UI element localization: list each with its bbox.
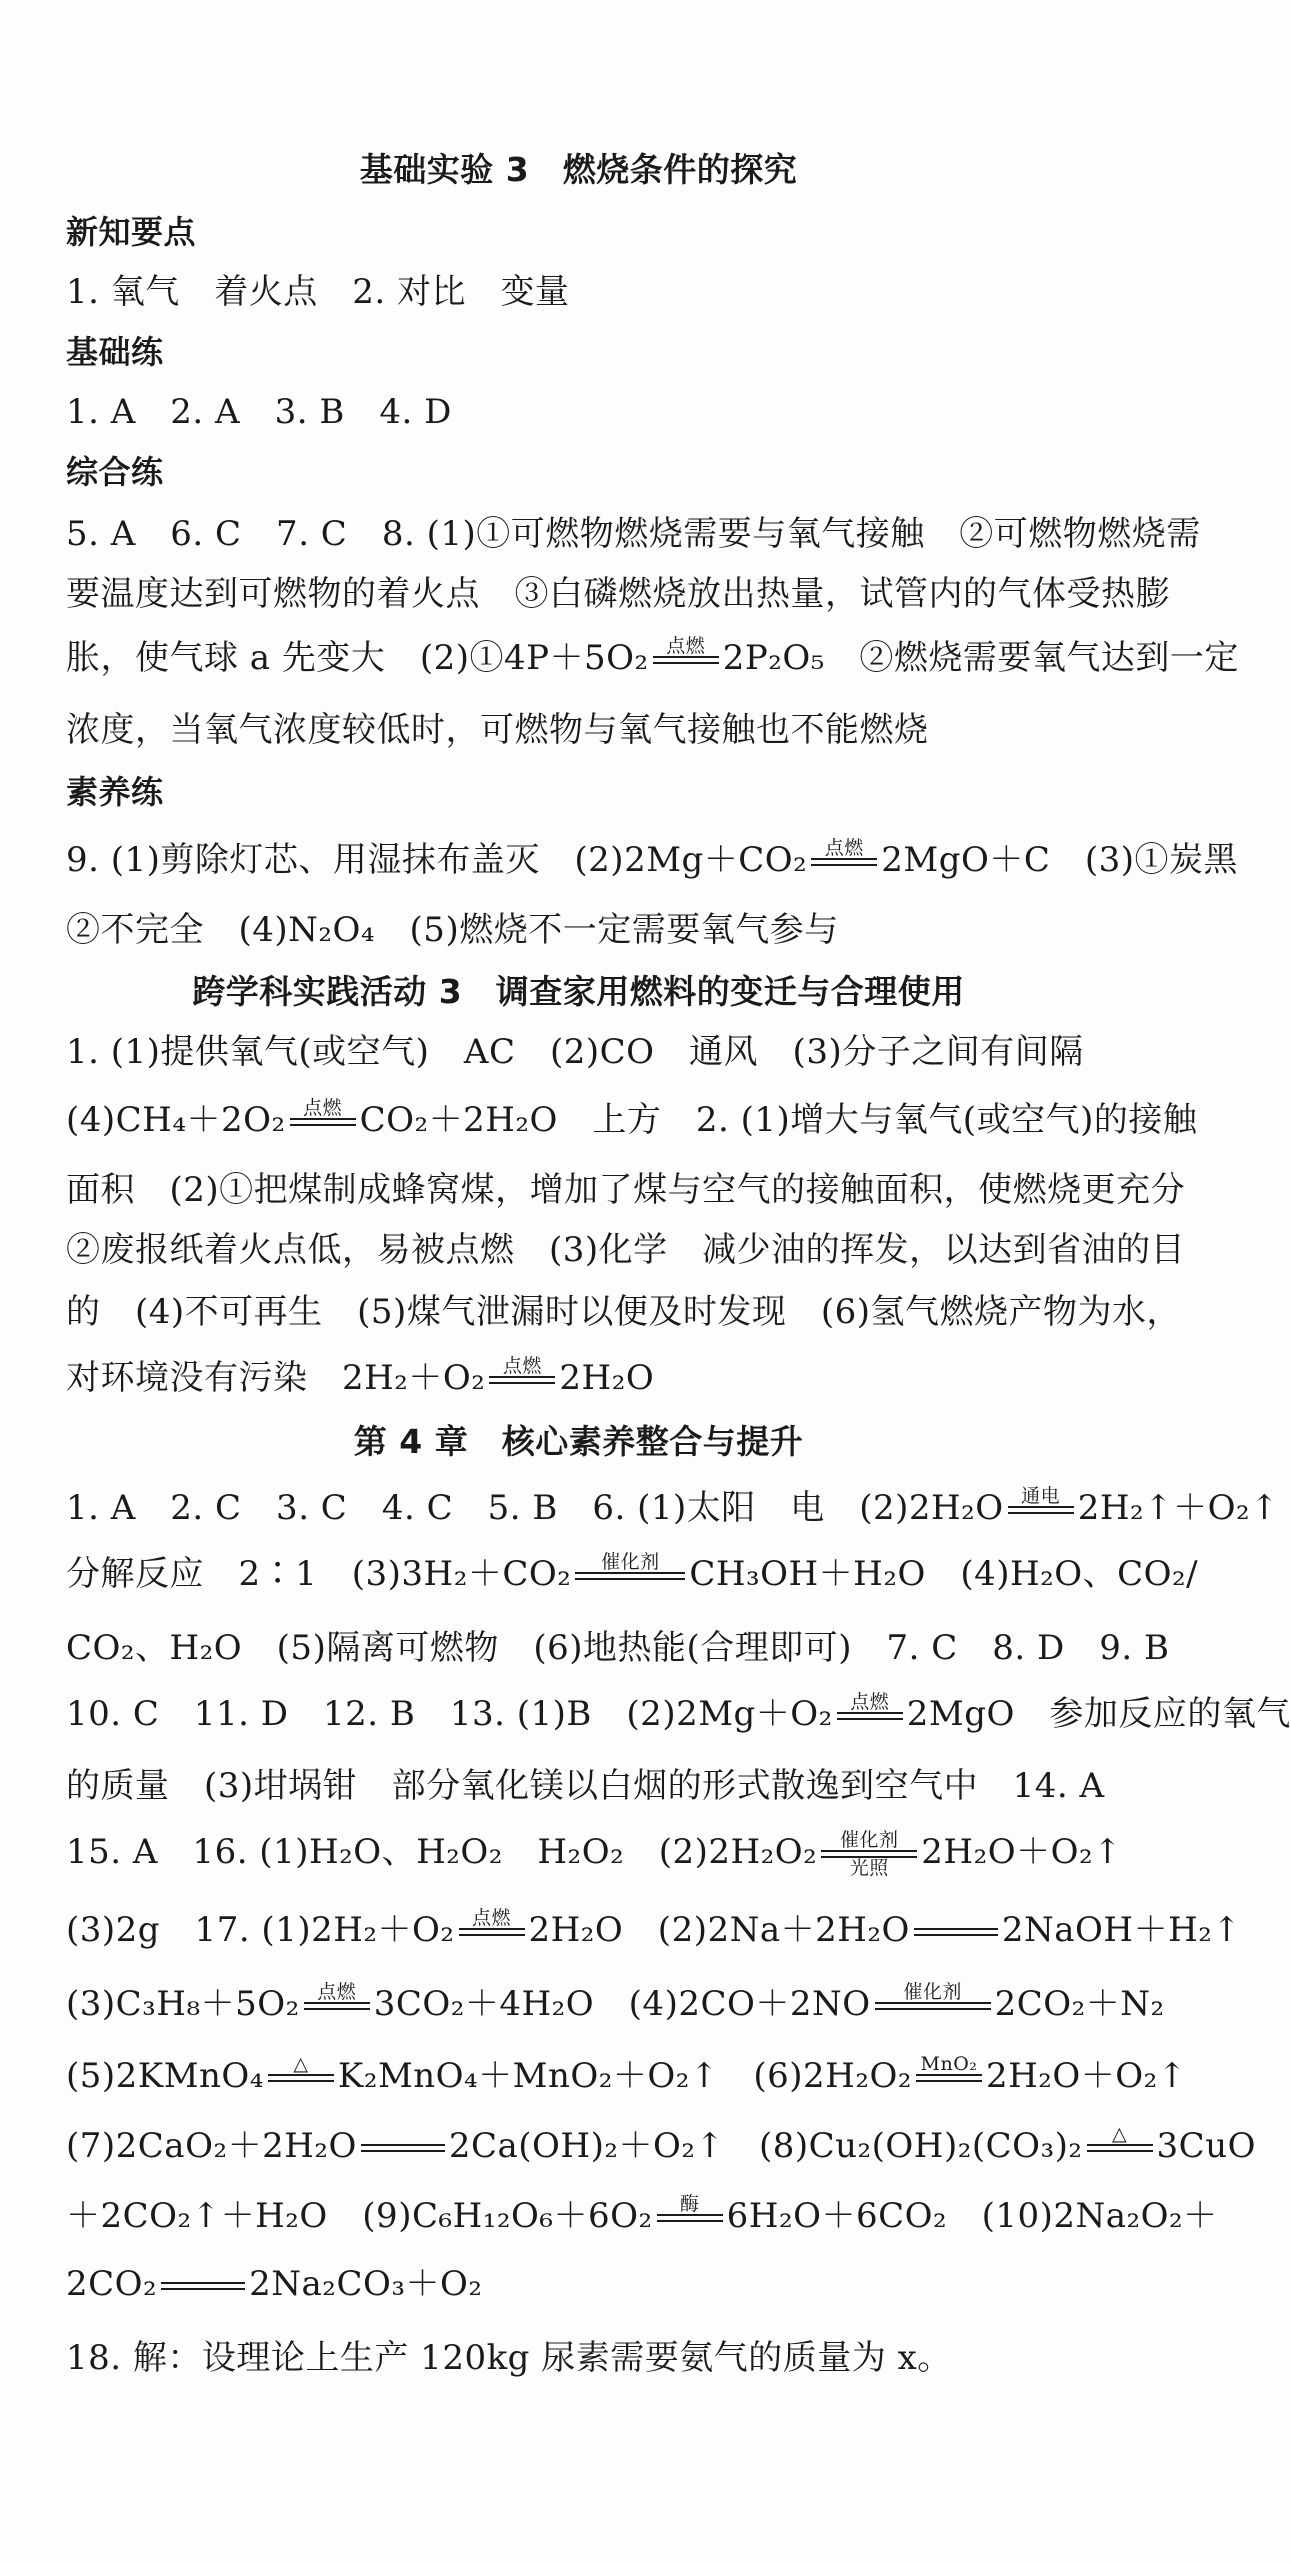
text: 2H₂O＋O₂↑ bbox=[921, 1832, 1123, 1872]
text: 2MgO＋C (3)①炭黑 bbox=[881, 840, 1239, 880]
answer-line: 1. A 2. A 3. B 4. D bbox=[66, 392, 452, 432]
answer-line bbox=[66, 1830, 1122, 1878]
reaction-condition bbox=[837, 1692, 903, 1740]
answer-line: 的 (4)不可再生 (5)煤气泄漏时以便及时发现 (6)氢气燃烧产物为水， bbox=[66, 1292, 1181, 1332]
answer-line bbox=[66, 1552, 1198, 1600]
text: CH₃OH＋H₂O (4)H₂O、CO₂/ bbox=[689, 1554, 1199, 1594]
reaction-condition bbox=[914, 1908, 998, 1956]
equals-bar bbox=[575, 1572, 685, 1580]
answer-line: 1. (1)提供氧气(或空气) AC (2)CO 通风 (3)分子之间有间隔 bbox=[66, 1032, 1084, 1072]
answer-line bbox=[66, 1486, 1279, 1534]
answer-line: 1. 氧气 着火点 2. 对比 变量 bbox=[66, 272, 570, 312]
answer-line: 5. A 6. C 7. C 8. (1)①可燃物燃烧需要与氧气接触 ②可燃物燃烧需 bbox=[66, 514, 1201, 554]
reaction-condition bbox=[361, 2124, 445, 2172]
condition-label-below: 光照 bbox=[849, 1857, 889, 1879]
reaction-condition bbox=[916, 2054, 982, 2102]
text: 2Na₂CO₃＋O₂ bbox=[249, 2264, 483, 2304]
answer-line bbox=[66, 1982, 1165, 2030]
condition-label: 点燃 bbox=[317, 1981, 357, 2003]
equals-bar bbox=[1008, 1506, 1074, 1514]
condition-label: △ bbox=[1111, 2123, 1128, 2145]
section-title-3: 第 4 章 核心素养整合与提升 bbox=[353, 1422, 804, 1461]
text: ＋2CO₂↑＋H₂O (9)C₆H₁₂O₆＋6O₂ bbox=[66, 2196, 653, 2236]
text: (3)C₃H₈＋5O₂ bbox=[66, 1984, 300, 2024]
section-title-1: 基础实验 3 燃烧条件的探究 bbox=[359, 150, 798, 189]
condition-label: 点燃 bbox=[824, 837, 864, 859]
answer-line: 18. 解：设理论上生产 120kg 尿素需要氨气的质量为 x。 bbox=[66, 2338, 952, 2378]
text: 2P₂O₅ ②燃烧需要氧气达到一定 bbox=[722, 638, 1239, 678]
text: 对环境没有污染 2H₂＋O₂ bbox=[66, 1358, 486, 1398]
subhead-jichu: 基础练 bbox=[66, 333, 164, 371]
reaction-condition bbox=[268, 2054, 334, 2102]
subhead-zonghe: 综合练 bbox=[66, 453, 164, 491]
equals-bar bbox=[489, 1376, 555, 1384]
section-title-2: 跨学科实践活动 3 调查家用燃料的变迁与合理使用 bbox=[192, 972, 965, 1011]
text: 2CO₂＋N₂ bbox=[994, 1984, 1165, 2024]
reaction-condition bbox=[459, 1908, 525, 1956]
equals-bar bbox=[1087, 2144, 1153, 2152]
answer-line bbox=[66, 1356, 654, 1404]
equals-bar bbox=[290, 1118, 356, 1126]
answer-line: 的质量 (3)坩埚钳 部分氧化镁以白烟的形式散逸到空气中 14. A bbox=[66, 1766, 1105, 1806]
reaction-condition bbox=[290, 1098, 356, 1146]
equals-bar bbox=[161, 2282, 245, 2290]
equals-bar bbox=[361, 2144, 445, 2152]
text: 2H₂O (2)2Na＋2H₂O bbox=[528, 1910, 910, 1950]
text: 10. C 11. D 12. B 13. (1)B (2)2Mg＋O₂ bbox=[66, 1694, 833, 1734]
answer-line bbox=[66, 636, 1239, 684]
reaction-condition bbox=[161, 2262, 245, 2310]
equals-bar bbox=[837, 1712, 903, 1720]
answer-line: ②不完全 (4)N₂O₄ (5)燃烧不一定需要氧气参与 bbox=[66, 910, 839, 950]
equals-bar bbox=[916, 2074, 982, 2082]
text: CO₂＋2H₂O 上方 2. (1)增大与氧气(或空气)的接触 bbox=[359, 1100, 1198, 1140]
text: 2H₂O＋O₂↑ bbox=[985, 2056, 1187, 2096]
condition-label: 通电 bbox=[1021, 1485, 1061, 1507]
reaction-condition bbox=[653, 636, 719, 684]
text: 2CO₂ bbox=[66, 2264, 158, 2304]
reaction-condition bbox=[489, 1356, 555, 1404]
text: 1. A 2. C 3. C 4. C 5. B 6. (1)太阳 电 (2)2H₂O bbox=[66, 1488, 1004, 1528]
reaction-condition bbox=[811, 838, 877, 886]
answer-line: 要温度达到可燃物的着火点 ③白磷燃烧放出热量，试管内的气体受热膨 bbox=[66, 574, 1170, 614]
condition-label: 催化剂 bbox=[840, 1829, 899, 1851]
text: (3)2g 17. (1)2H₂＋O₂ bbox=[66, 1910, 455, 1950]
answer-line bbox=[66, 2194, 1218, 2242]
condition-label: 点燃 bbox=[850, 1691, 890, 1713]
condition-label: △ bbox=[293, 2053, 309, 2075]
text: 3CuO bbox=[1156, 2126, 1256, 2166]
text: K₂MnO₄＋MnO₂＋O₂↑ (6)2H₂O₂ bbox=[337, 2056, 912, 2096]
text: 3CO₂＋4H₂O (4)2CO＋2NO bbox=[373, 1984, 871, 2024]
condition-label: 催化剂 bbox=[903, 1981, 962, 2003]
answer-line bbox=[66, 2262, 482, 2310]
equals-bar bbox=[268, 2074, 334, 2082]
text: 2H₂↑＋O₂↑ bbox=[1077, 1488, 1280, 1528]
subhead-xinzhi: 新知要点 bbox=[66, 213, 197, 251]
condition-label: 点燃 bbox=[472, 1907, 512, 1929]
text: (5)2KMnO₄ bbox=[66, 2056, 264, 2096]
equals-bar bbox=[653, 656, 719, 664]
condition-label: 点燃 bbox=[666, 635, 706, 657]
answer-line: CO₂、H₂O (5)隔离可燃物 (6)地热能(合理即可) 7. C 8. D 9. B bbox=[66, 1628, 1170, 1668]
text: 2MgO 参加反应的氧气 bbox=[906, 1694, 1291, 1734]
condition-label: 酶 bbox=[679, 2193, 700, 2215]
condition-label: 催化剂 bbox=[601, 1551, 660, 1573]
text: 2Ca(OH)₂＋O₂↑ (8)Cu₂(OH)₂(CO₃)₂ bbox=[448, 2126, 1083, 2166]
answer-line bbox=[66, 838, 1238, 886]
answer-line: 面积 (2)①把煤制成蜂窝煤，增加了煤与空气的接触面积，使燃烧更充分 bbox=[66, 1170, 1186, 1210]
reaction-condition bbox=[1008, 1486, 1074, 1534]
answer-line bbox=[66, 1098, 1197, 1146]
equals-bar bbox=[875, 2002, 991, 2010]
text: 分解反应 2∶1 (3)3H₂＋CO₂ bbox=[66, 1554, 572, 1594]
reaction-condition bbox=[657, 2194, 723, 2242]
answer-line bbox=[66, 1908, 1241, 1956]
answer-line: 浓度，当氧气浓度较低时，可燃物与氧气接触也不能燃烧 bbox=[66, 710, 929, 750]
text: 2NaOH＋H₂↑ bbox=[1001, 1910, 1242, 1950]
text: 15. A 16. (1)H₂O、H₂O₂ H₂O₂ (2)2H₂O₂ bbox=[66, 1832, 818, 1872]
text: (7)2CaO₂＋2H₂O bbox=[66, 2126, 357, 2166]
equals-bar bbox=[811, 858, 877, 866]
condition-label: MnO₂ bbox=[920, 2053, 978, 2075]
answer-line: ②废报纸着火点低，易被点燃 (3)化学 减少油的挥发，以达到省油的目 bbox=[66, 1230, 1186, 1270]
answer-line bbox=[66, 2054, 1187, 2102]
equals-bar bbox=[459, 1928, 525, 1936]
reaction-condition bbox=[821, 1830, 917, 1878]
equals-bar bbox=[914, 1928, 998, 1936]
condition-label: 点燃 bbox=[502, 1355, 542, 1377]
equals-bar bbox=[657, 2214, 723, 2222]
text: 胀，使气球 a 先变大 (2)①4P＋5O₂ bbox=[66, 638, 649, 678]
reaction-condition bbox=[875, 1982, 991, 2030]
reaction-condition bbox=[575, 1552, 685, 1600]
text: 6H₂O＋6CO₂ (10)2Na₂O₂＋ bbox=[726, 2196, 1218, 2236]
reaction-condition bbox=[304, 1982, 370, 2030]
condition-label: 点燃 bbox=[303, 1097, 343, 1119]
subhead-suyang: 素养练 bbox=[66, 773, 164, 811]
text: 9. (1)剪除灯芯、用湿抹布盖灭 (2)2Mg＋CO₂ bbox=[66, 840, 808, 880]
answer-line bbox=[66, 2124, 1256, 2172]
answer-line bbox=[66, 1692, 1291, 1740]
reaction-condition bbox=[1087, 2124, 1153, 2172]
text: 2H₂O bbox=[559, 1358, 655, 1398]
text: (4)CH₄＋2O₂ bbox=[66, 1100, 286, 1140]
equals-bar bbox=[304, 2002, 370, 2010]
